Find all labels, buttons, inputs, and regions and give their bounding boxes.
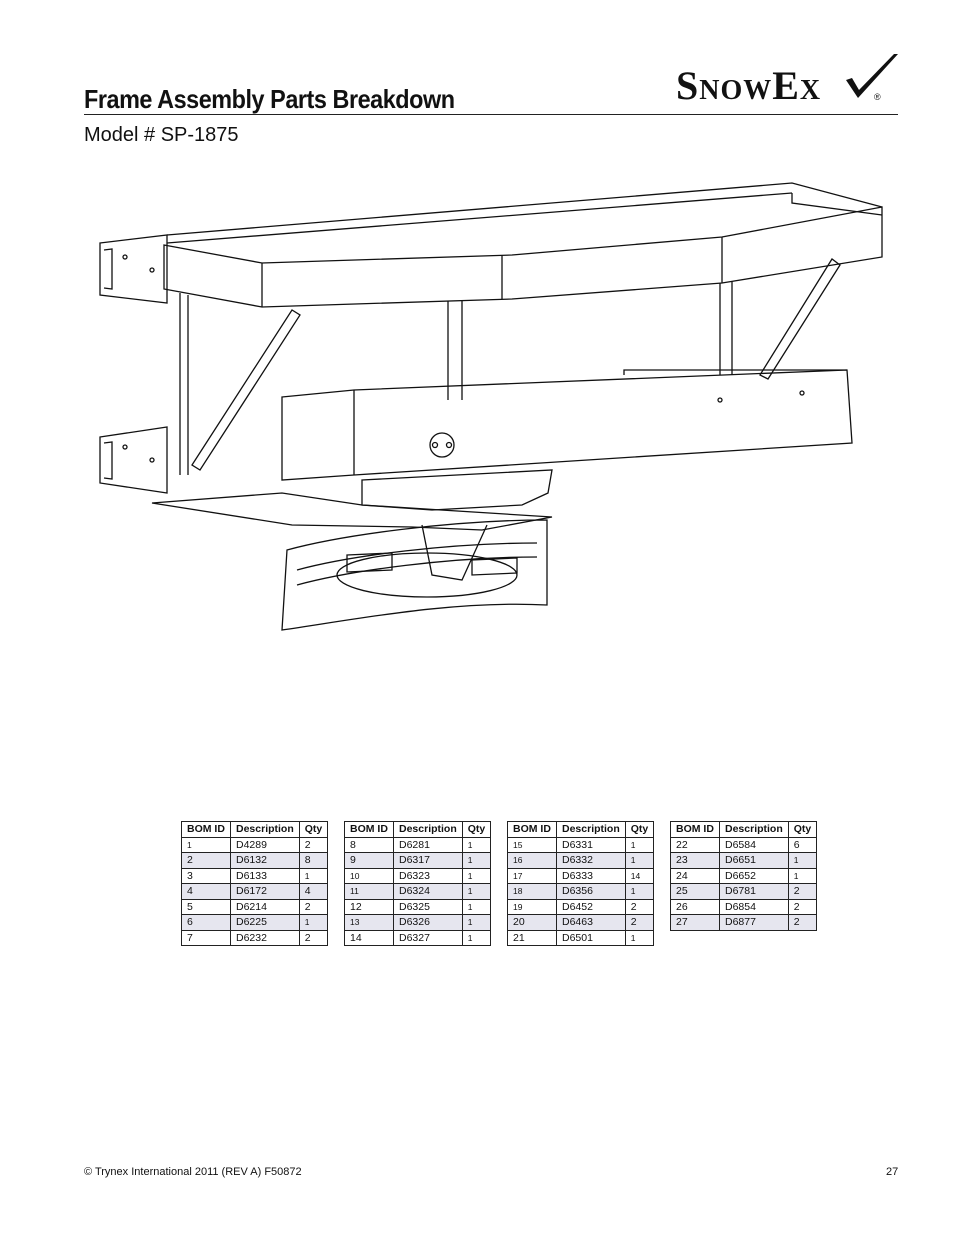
bom-table-3 [507,821,654,946]
column-header: Qty [299,822,328,838]
table-row: 9 D6317 1 [345,853,491,869]
copyright-footer: © Trynex International 2011 (REV A) F50872 [84,1166,302,1178]
table-row: 11 D6324 1 [345,884,491,900]
table-row: 25 D6781 2 [671,884,817,900]
header-rule [84,114,898,115]
table-row: 10 D6323 1 [345,868,491,884]
column-header: Qty [625,822,654,838]
model-number: Model # SP-1875 [84,124,239,146]
column-header: Qty [788,822,817,838]
page-number: 27 [886,1166,899,1178]
frame-assembly-drawing [92,175,892,645]
snowex-logo [676,50,898,110]
table-row: 7 D6232 2 [182,930,328,946]
column-header: Qty [462,822,491,838]
table-row: 26 D6854 2 [671,899,817,915]
table-row: 23 D6651 1 [671,853,817,869]
bom-table-1 [181,821,328,946]
table-row: 16 D6332 1 [508,853,654,869]
table-row: 4 D6172 4 [182,884,328,900]
column-header: BOM ID [345,822,394,838]
table-row: 8 D6281 1 [345,837,491,853]
table-row: 20 D6463 2 [508,915,654,931]
bom-table-2 [344,821,491,946]
table-row: 12 D6325 1 [345,899,491,915]
table-row: 6 D6225 1 [182,915,328,931]
table-row: 13 D6326 1 [345,915,491,931]
registered-mark: ® [874,92,881,102]
column-header: Description [557,822,626,838]
checkmark-icon [844,52,900,102]
table-row: 22 D6584 6 [671,837,817,853]
page-title: Frame Assembly Parts Breakdown [84,84,455,114]
logo-wordmark: SnowEx [676,63,822,108]
table-row: 1 D4289 2 [182,837,328,853]
table-row: 21 D6501 1 [508,930,654,946]
table-row: 15 D6331 1 [508,837,654,853]
column-header: BOM ID [182,822,231,838]
column-header: Description [720,822,789,838]
column-header: BOM ID [508,822,557,838]
table-row: 27 D6877 2 [671,915,817,931]
table-row: 2 D6132 8 [182,853,328,869]
column-header: Description [394,822,463,838]
table-row: 19 D6452 2 [508,899,654,915]
column-header: BOM ID [671,822,720,838]
table-row: 14 D6327 1 [345,930,491,946]
table-row: 17 D6333 14 [508,868,654,884]
table-row: 3 D6133 1 [182,868,328,884]
bom-table-4 [670,821,817,931]
table-row: 5 D6214 2 [182,899,328,915]
table-row: 18 D6356 1 [508,884,654,900]
column-header: Description [231,822,300,838]
table-row: 24 D6652 1 [671,868,817,884]
